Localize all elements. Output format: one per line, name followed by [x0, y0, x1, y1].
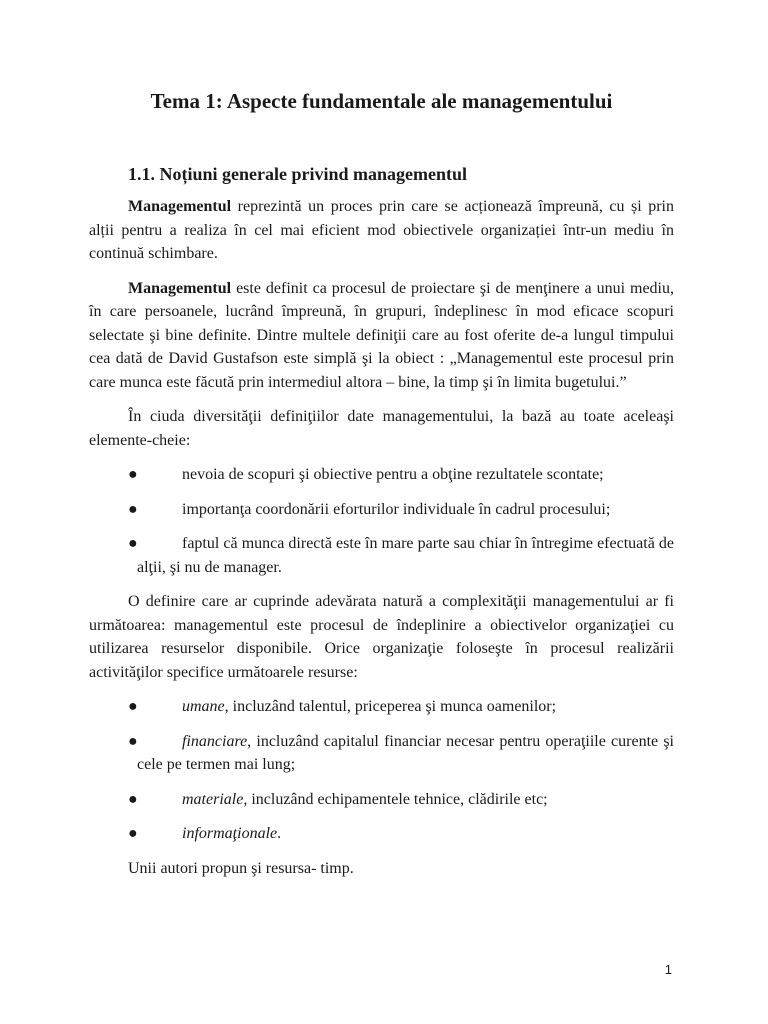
list-item — [89, 730, 674, 777]
resource-description: , incluzând echipamentele tehnice, clădirile etc; — [243, 790, 548, 808]
bullet-icon: ● — [128, 466, 138, 483]
list-item-text — [89, 822, 674, 846]
paragraph-text: reprezintă un proces prin care se acționează împreună, cu și prin alții pentru a realiza în cel mai eficient mod obiectivele organizației într-un mediu în continuă schimbare. — [89, 198, 674, 262]
bold-term: Managementul — [128, 279, 232, 297]
list-item — [89, 463, 674, 487]
list-item-text: faptul că munca directă este în mare parte sau chiar în întregime efectuată de alţii, şi nu de manager. — [137, 535, 674, 576]
list-item-text — [89, 788, 674, 812]
paragraph-definition-1 — [89, 195, 674, 266]
document-page — [89, 88, 674, 880]
list-item-text — [89, 730, 674, 777]
paragraph-definition-2 — [89, 277, 674, 395]
paragraph-resources-intro: O definire care ar cuprinde adevărata natură a complexităţii managementului ar fi următoarea: managementul este procesul de îndeplinire a obiectivelor organizaţiei cu utilizarea resurselor disponibile. Orice organizaţie foloseşte în procesul realizării activităţilor specifice următoarele resurse: — [89, 593, 674, 681]
paragraph-text: este definit ca procesul de proiectare şi de menţinere a unui mediu, în care persoanele, lucrând împreună, în grupuri, îndeplinesc în mod eficace scopuri selectate şi bine definite. Dintre multele definiţii care au fost oferite de-a lungul timpului cea dată de David Gustafson este simplă şi la obiect : „Managementul este procesul prin care munca este făcută prin intermediul altora – bine, la timp şi în limita bugetului.” — [89, 279, 674, 391]
bullet-icon: ● — [128, 698, 138, 715]
bullet-icon: ● — [128, 825, 138, 842]
bullet-icon: ● — [128, 732, 138, 750]
resource-term: materiale — [182, 790, 244, 808]
section-heading: 1.1. Noțiuni generale privind managementul — [128, 164, 468, 184]
list-item — [89, 788, 674, 812]
bullet-icon: ● — [128, 790, 138, 808]
resource-term: informaţionale — [182, 825, 278, 842]
resource-description: . — [277, 825, 282, 842]
list-item-text — [89, 695, 674, 719]
bullet-icon: ● — [128, 500, 138, 518]
list-item — [89, 822, 674, 846]
list-item — [89, 532, 674, 579]
bullet-icon: ● — [128, 535, 138, 552]
list-item-text: nevoia de scopuri şi obiective pentru a obţine rezultatele scontate; — [182, 466, 604, 483]
resource-term: umane — [182, 698, 225, 715]
bold-term: Managementul — [128, 198, 232, 215]
key-elements-list — [89, 463, 674, 579]
paragraph-closing: Unii autori propun şi resursa- timp. — [128, 859, 354, 877]
paragraph-key-elements-intro: În ciuda diversităţii definiţiilor date managementului, la bază au toate aceleaşi elemente-cheie: — [89, 408, 674, 449]
resource-description: , incluzând talentul, priceperea şi munca oamenilor; — [224, 698, 557, 715]
page-number: 1 — [664, 962, 672, 977]
list-item — [89, 695, 674, 719]
list-item-text: importanţa coordonării eforturilor individuale în cadrul procesului; — [182, 500, 611, 518]
document-title: Tema 1: Aspecte fundamentale ale managementului — [150, 89, 613, 113]
resource-term: financiare — [182, 732, 248, 750]
resource-description: , incluzând capitalul financiar necesar pentru operaţiile curente şi cele pe termen mai lung; — [137, 732, 674, 773]
list-item — [89, 498, 674, 522]
resources-list — [89, 695, 674, 846]
